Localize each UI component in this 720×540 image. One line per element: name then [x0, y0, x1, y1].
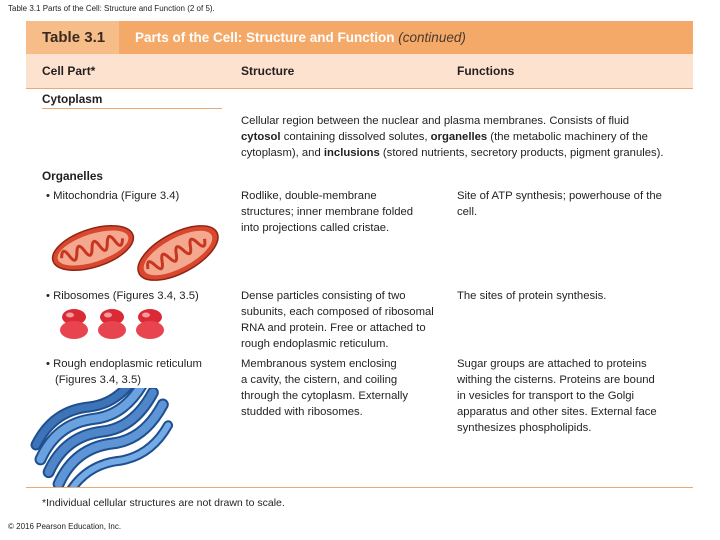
- rough-er-function-line: Sugar groups are attached to proteins: [457, 358, 647, 370]
- ribosomes-part: [46, 288, 199, 304]
- cytoplasm-desc-line-3: [241, 145, 691, 161]
- mitochondria-function: [457, 188, 662, 220]
- mitochondria-structure-line: Rodlike, double-membrane: [241, 190, 377, 202]
- cytoplasm-divider: [42, 108, 222, 109]
- cytoplasm-desc-line-3-start: cytoplasm), and: [241, 147, 324, 159]
- mitochondria-structure-line: structures; inner membrane folded: [241, 206, 414, 218]
- mitochondrion-left-icon: [48, 217, 139, 279]
- cytoplasm-desc-line-1: Cellular region between the nuclear and plasma membranes. Consists of fluid: [241, 115, 630, 127]
- copyright-notice: © 2016 Pearson Education, Inc.: [8, 522, 122, 531]
- cytoplasm-label: Cytoplasm: [42, 92, 103, 106]
- mitochondria-part: [46, 188, 179, 204]
- table-header: [26, 21, 693, 54]
- rough-er-structure-line: Membranous system enclosing: [241, 358, 397, 370]
- term-cytosol: cytosol: [241, 131, 281, 143]
- cytoplasm-desc-line-2-mid: containing dissolved solutes,: [280, 131, 431, 143]
- mitochondria-function-line: Site of ATP synthesis; powerhouse of the: [457, 190, 662, 202]
- column-header-row: [26, 54, 693, 89]
- rough-er-function-line: withing the cisterns. Proteins are bound: [457, 374, 655, 386]
- rough-er-function: [457, 356, 657, 436]
- column-header-structure: Structure: [241, 64, 295, 78]
- ribosomes-structure: [241, 288, 434, 352]
- rough-er-illustration: [30, 388, 190, 488]
- ribosomes-structure-line: RNA and protein. Free or attached to: [241, 322, 426, 334]
- rough-er-structure: [241, 356, 408, 420]
- term-inclusions: inclusions: [323, 147, 380, 159]
- rough-er-part: [46, 356, 202, 388]
- rough-er-function-line: synthesizes phospholipids.: [457, 422, 592, 434]
- mitochondria-function-line: cell.: [457, 206, 478, 218]
- ribosomes-structure-line: subunits, each composed of ribosomal: [241, 306, 434, 318]
- ribosomes-structure-line: rough endoplasmic reticulum.: [241, 338, 389, 350]
- mitochondria-illustration: [48, 208, 228, 288]
- mitochondria-part-line: • Mitochondria (Figure 3.4): [46, 190, 180, 202]
- ribosomes-function: [457, 288, 606, 304]
- cytoplasm-desc-line-3-end: (stored nutrients, secretory products, pigment granules).: [379, 147, 664, 159]
- cytoplasm-desc-line-2-end: (the metabolic machinery of the: [487, 131, 648, 143]
- cytoplasm-desc-line-2: [241, 129, 691, 145]
- rough-er-icon: [30, 388, 181, 488]
- rough-er-function-line: in vesicles for transport to the Golgi: [457, 390, 635, 402]
- ribosome-icon: [98, 309, 126, 339]
- rough-er-part-line: (Figures 3.4, 3.5): [55, 374, 142, 386]
- table-title: [135, 30, 466, 45]
- table-number-box: [26, 21, 119, 54]
- table-title-text: Parts of the Cell: Structure and Function: [135, 30, 395, 45]
- rough-er-part-line: • Rough endoplasmic reticulum: [46, 358, 202, 370]
- rough-er-structure-line: studded with ribosomes.: [241, 406, 363, 418]
- ribosomes-part-line: • Ribosomes (Figures 3.4, 3.5): [46, 290, 199, 302]
- ribosome-icon: [136, 309, 164, 339]
- slide-title: Table 3.1 Parts of the Cell: Structure and Function (2 of 5).: [8, 4, 215, 13]
- ribosomes-structure-line: Dense particles consisting of two: [241, 290, 406, 302]
- ribosome-icon: [60, 309, 88, 339]
- column-header-cell-part: Cell Part*: [42, 64, 96, 78]
- table-number: Table 3.1: [42, 29, 106, 46]
- footnote: *Individual cellular structures are not drawn to scale.: [42, 497, 285, 509]
- table-title-suffix: (continued): [398, 30, 466, 45]
- table-bottom-divider: [26, 487, 693, 488]
- rough-er-structure-line: through the cytoplasm. Externally: [241, 390, 409, 402]
- mitochondria-structure: [241, 188, 413, 236]
- organelles-label: Organelles: [42, 169, 103, 183]
- ribosomes-function-line: The sites of protein synthesis.: [457, 290, 607, 302]
- cytoplasm-description: [241, 113, 691, 161]
- rough-er-structure-line: a cavity, the cistern, and coiling: [241, 374, 398, 386]
- term-organelles: organelles: [430, 131, 488, 143]
- ribosomes-illustration: [56, 306, 170, 342]
- rough-er-function-line: apparatus and other sites. External face: [457, 406, 657, 418]
- column-header-functions: Functions: [457, 64, 515, 78]
- mitochondrion-right-icon: [130, 215, 226, 288]
- mitochondria-structure-line: into projections called cristae.: [241, 222, 390, 234]
